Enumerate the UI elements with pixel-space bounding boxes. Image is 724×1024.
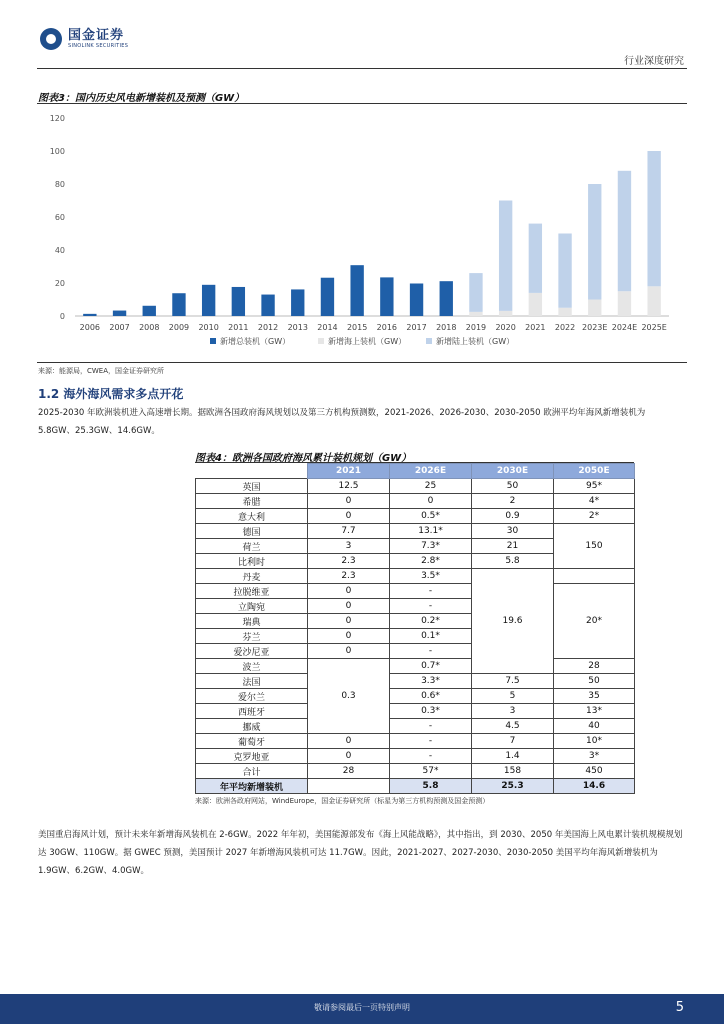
figure3-title: 图表3：国内历史风电新增装机及预测（GW） — [38, 93, 245, 104]
x-tick-label: 2024E — [611, 323, 638, 332]
table-cell: 35 — [554, 689, 635, 704]
table-cell: 0 — [308, 749, 390, 764]
table-cell: 0 — [390, 494, 472, 509]
bar-offshore — [558, 308, 571, 316]
x-tick-label: 2016 — [376, 323, 398, 332]
bar-onshore — [558, 234, 571, 308]
table-cell: 0.2* — [390, 614, 472, 629]
table-row — [196, 524, 635, 539]
table-cell: 葡萄牙 — [196, 734, 308, 749]
table-cell: 2.3 — [308, 554, 390, 569]
x-tick-label: 2022 — [554, 323, 576, 332]
bar-total — [261, 295, 274, 316]
table-cell: 57* — [390, 764, 472, 779]
table-cell — [554, 569, 635, 584]
x-tick-label: 2023E — [582, 323, 608, 332]
table4-title: 图表4：欧洲各国政府海风累计装机规划（GW） — [195, 453, 412, 464]
table-cell — [308, 779, 390, 794]
table-row — [196, 689, 635, 704]
table-cell: 158 — [472, 764, 554, 779]
table-cell: 波兰 — [196, 659, 308, 674]
table-header-row — [196, 464, 635, 479]
table-cell: 14.6 — [554, 779, 635, 794]
table-cell: 25 — [390, 479, 472, 494]
y-tick-label: 60 — [54, 213, 65, 222]
table-cell: 拉脱维亚 — [196, 584, 308, 599]
table-cell: 13* — [554, 704, 635, 719]
table-cell: 3 — [308, 539, 390, 554]
figure3-bottom-divider — [37, 362, 687, 363]
table-cell: 7.3* — [390, 539, 472, 554]
x-tick-label: 2021 — [525, 323, 546, 332]
table-cell: 3.3* — [390, 674, 472, 689]
table-cell: 2* — [554, 509, 635, 524]
table-merged-cell: 0.3 — [308, 659, 390, 734]
bar-total — [440, 281, 453, 316]
table-cell: 450 — [554, 764, 635, 779]
x-tick-label: 2012 — [257, 323, 279, 332]
table-cell: 2.3 — [308, 569, 390, 584]
figure3-title-divider — [37, 103, 687, 104]
table-cell: 0.1* — [390, 629, 472, 644]
bar-offshore — [618, 291, 631, 316]
y-tick-label: 120 — [49, 114, 65, 123]
x-tick-label: 2007 — [109, 323, 130, 332]
legend-label: 新增海上装机（GW） — [328, 337, 407, 346]
bar-onshore — [647, 151, 660, 286]
table-cell: 3* — [554, 749, 635, 764]
logo-mark — [40, 28, 62, 50]
company-logo — [40, 28, 128, 50]
bar-total — [172, 293, 185, 316]
paragraph-europe: 2025-2030 年欧洲装机进入高速增长期。据欧洲各国政府海风规划以及第三方机构预测数，2021-2026、2026-2030、2030-2050 欧洲平均年海风新增装机为 5.8GW、25.3GW、14.6GW。 — [38, 408, 646, 436]
bar-total — [321, 278, 334, 316]
table-cell: 5.8 — [472, 554, 554, 569]
table-cell: 合计 — [196, 764, 308, 779]
x-tick-label: 2020 — [495, 323, 516, 332]
legend-label: 新增陆上装机（GW） — [436, 337, 515, 346]
table-row — [196, 719, 635, 734]
table-cell: 5 — [472, 689, 554, 704]
table-row — [196, 674, 635, 689]
table-cell: - — [390, 599, 472, 614]
table-row — [196, 734, 635, 749]
table-cell: 挪威 — [196, 719, 308, 734]
table-cell: 7.5 — [472, 674, 554, 689]
table-cell: 0.9 — [472, 509, 554, 524]
table-cell: 立陶宛 — [196, 599, 308, 614]
bar-total — [410, 283, 423, 316]
table-cell: 0.3* — [390, 704, 472, 719]
x-tick-label: 2013 — [287, 323, 308, 332]
bar-offshore — [499, 311, 512, 316]
table-cell: 2.8* — [390, 554, 472, 569]
table-cell: - — [390, 719, 472, 734]
x-tick-label: 2006 — [79, 323, 101, 332]
bar-total — [202, 285, 215, 316]
bar-onshore — [618, 171, 631, 291]
bar-offshore — [647, 286, 660, 316]
figure3-source: 来源：能源局，CWEA，国金证券研究所 — [38, 367, 165, 375]
table-header-cell: 2030E — [472, 464, 554, 479]
table-cell: 克罗地亚 — [196, 749, 308, 764]
x-tick-label: 2008 — [139, 323, 160, 332]
table-cell: 12.5 — [308, 479, 390, 494]
table-cell: 0.5* — [390, 509, 472, 524]
header-divider — [37, 68, 687, 69]
x-tick-label: 2019 — [465, 323, 487, 332]
legend-swatch — [210, 338, 216, 344]
table-cell: 7 — [472, 734, 554, 749]
y-tick-label: 0 — [59, 312, 65, 321]
table-cell: 4.5 — [472, 719, 554, 734]
bar-offshore — [469, 312, 482, 316]
table-cell: 28 — [308, 764, 390, 779]
logo-en: SINOLINK SECURITIES — [68, 43, 129, 49]
table4-source: 来源：欧洲各政府网站，WindEurope，国金证券研究所（标星为第三方机构预测及国金预测） — [195, 797, 490, 805]
table-cell: 年平均新增装机 — [196, 779, 308, 794]
x-tick-label: 2010 — [198, 323, 219, 332]
bar-total — [83, 314, 96, 316]
x-tick-label: 2014 — [317, 323, 338, 332]
table-cell: 30 — [472, 524, 554, 539]
table-row — [196, 494, 635, 509]
table-cell: 爱沙尼亚 — [196, 644, 308, 659]
table-row — [196, 764, 635, 779]
page-footer — [0, 994, 724, 1024]
table-cell: 0 — [308, 614, 390, 629]
y-tick-label: 20 — [54, 279, 65, 288]
europe-offshore-plan-table — [195, 463, 635, 794]
table-cell: 希腊 — [196, 494, 308, 509]
table-row — [196, 749, 635, 764]
table-row — [196, 509, 635, 524]
table-cell: 意大利 — [196, 509, 308, 524]
table-cell: 0 — [308, 599, 390, 614]
table-cell: 0 — [308, 584, 390, 599]
table-cell: - — [390, 584, 472, 599]
table-cell: 25.3 — [472, 779, 554, 794]
bar-onshore — [588, 184, 601, 300]
table-cell: 28 — [554, 659, 635, 674]
paragraph-us: 美国重启海风计划，预计未来年新增海风装机在 2-6GW。2022 年年初，美国能源部发布《海上风能战略》，其中指出，到 2030、2050 年美国海上风电累计装机规模规划达 30GW、110GW。据 GWEC 预测，美国预计 2027 年新增海风装机可达 11.7GW。因此，2021-2027、2027-2030、2030-2050 美国平均年海风新增装机为 1.9GW、6.2GW、4.0GW。 — [38, 830, 683, 876]
table-cell: 法国 — [196, 674, 308, 689]
legend-swatch — [318, 338, 324, 344]
table-cell: 比利时 — [196, 554, 308, 569]
table-cell: - — [390, 644, 472, 659]
table-header-cell: 2050E — [554, 464, 635, 479]
bar-total — [143, 306, 156, 316]
table-cell: 爱尔兰 — [196, 689, 308, 704]
y-tick-label: 40 — [54, 246, 65, 255]
table-cell: 50 — [554, 674, 635, 689]
table-header-cell — [196, 464, 308, 479]
table-cell: 4* — [554, 494, 635, 509]
bar-offshore — [588, 300, 601, 317]
footer-disclaimer: 敬请参阅最后一页特别声明 — [314, 1003, 410, 1012]
y-tick-label: 100 — [49, 147, 65, 156]
bar-offshore — [529, 293, 542, 316]
table-cell: 英国 — [196, 479, 308, 494]
table-header-cell: 2026E — [390, 464, 472, 479]
table-cell: 3.5* — [390, 569, 472, 584]
bar-total — [380, 277, 393, 316]
table-cell: 0 — [308, 509, 390, 524]
table-cell: 13.1* — [390, 524, 472, 539]
table-cell: 21 — [472, 539, 554, 554]
x-tick-label: 2009 — [168, 323, 190, 332]
table-cell: 1.4 — [472, 749, 554, 764]
table-cell: 瑞典 — [196, 614, 308, 629]
table-row — [196, 569, 635, 584]
bar-onshore — [529, 224, 542, 293]
bar-total — [291, 289, 304, 316]
bar-onshore — [499, 201, 512, 311]
table-cell: 7.7 — [308, 524, 390, 539]
x-tick-label: 2018 — [436, 323, 457, 332]
table-cell: 丹麦 — [196, 569, 308, 584]
table-cell: 50 — [472, 479, 554, 494]
bar-total — [350, 265, 363, 316]
table-header-cell: 2021 — [308, 464, 390, 479]
table-cell: 0 — [308, 644, 390, 659]
table-cell: 10* — [554, 734, 635, 749]
table-cell: 荷兰 — [196, 539, 308, 554]
table-avg-row — [196, 779, 635, 794]
report-type: 行业深度研究 — [624, 56, 684, 67]
table-row — [196, 479, 635, 494]
table-cell: 5.8 — [390, 779, 472, 794]
logo-cn: 国金证券 — [68, 28, 125, 43]
x-tick-label: 2017 — [406, 323, 427, 332]
table-cell: 40 — [554, 719, 635, 734]
table-cell: - — [390, 749, 472, 764]
table-merged-cell: 20* — [554, 584, 635, 659]
table-cell: 0 — [308, 734, 390, 749]
x-tick-label: 2011 — [228, 323, 249, 332]
x-tick-label: 2015 — [346, 323, 368, 332]
page-number: 5 — [675, 1000, 684, 1015]
bar-total — [113, 311, 126, 316]
legend-label: 新增总装机（GW） — [220, 337, 291, 346]
table-cell: 芬兰 — [196, 629, 308, 644]
table-cell: 0 — [308, 629, 390, 644]
bar-total — [232, 287, 245, 316]
table-cell: 德国 — [196, 524, 308, 539]
table-cell: 0.7* — [390, 659, 472, 674]
table-row — [196, 704, 635, 719]
table-merged-cell: 19.6 — [472, 569, 554, 674]
x-tick-label: 2025E — [641, 323, 667, 332]
table-cell: 0 — [308, 494, 390, 509]
legend-swatch — [426, 338, 432, 344]
table-cell: 2 — [472, 494, 554, 509]
table-row — [196, 584, 635, 599]
y-tick-label: 80 — [54, 180, 65, 189]
table-cell: 3 — [472, 704, 554, 719]
table-cell: 95* — [554, 479, 635, 494]
table-merged-cell: 150 — [554, 524, 635, 569]
wind-capacity-chart — [37, 106, 687, 361]
table-cell: 西班牙 — [196, 704, 308, 719]
table-cell: - — [390, 734, 472, 749]
section-title: 1.2 海外海风需求多点开花 — [38, 387, 184, 401]
table-row — [196, 659, 635, 674]
bar-onshore — [469, 273, 482, 312]
table-cell: 0.6* — [390, 689, 472, 704]
